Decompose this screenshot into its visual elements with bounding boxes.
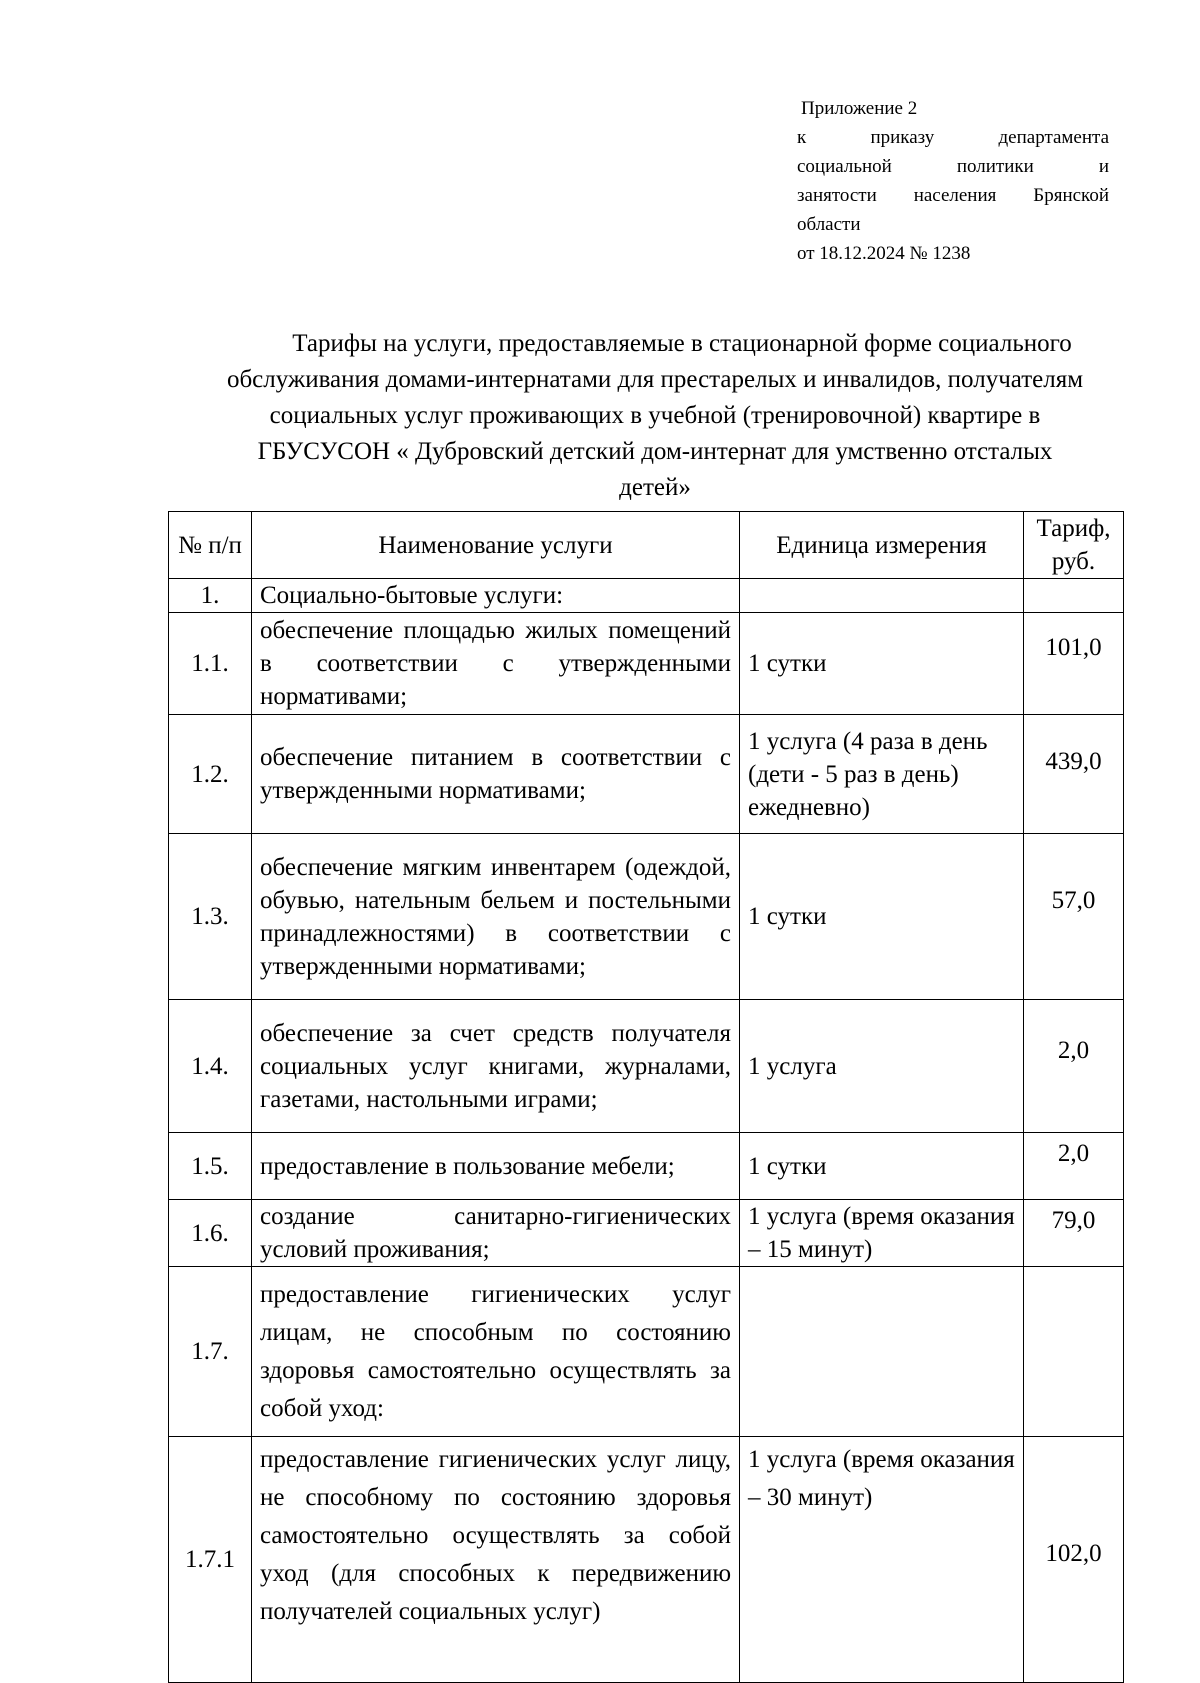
table-row [169, 1437, 1124, 1683]
row-num: 1.4. [169, 1000, 252, 1133]
row-tariff [1024, 1267, 1124, 1437]
title-line: обслуживания домами-интернатами для престарелых и инвалидов, получателям [226, 366, 1084, 393]
row-tariff: 57,0 [1024, 834, 1124, 1000]
row-num: 1.3. [169, 834, 252, 1000]
table-row [169, 1200, 1124, 1267]
row-unit: 1 услуга (время оказания – 30 минут) [740, 1437, 1024, 1683]
appendix-line: Приложение 2 [801, 98, 918, 119]
title-line: социальных услуг проживающих в учебной (тренировочной) квартире в [269, 402, 1041, 429]
row-unit: 1 услуга [740, 1000, 1024, 1133]
row-tariff: 2,0 [1024, 1000, 1124, 1133]
row-unit: 1 сутки [740, 613, 1024, 715]
table-row [169, 1267, 1124, 1437]
row-name: обеспечение за счет средств получателя социальных услуг книгами, журналами, газетами, настольными играми; [252, 1000, 740, 1133]
row-name: предоставление гигиенических услуг лицам, не способным по состоянию здоровья самостоятельно осуществлять за собой уход: [252, 1267, 740, 1437]
row-name: обеспечение площадью жилых помещений в соответствии с утвержденными нормативами; [252, 613, 740, 715]
row-num: 1.1. [169, 613, 252, 715]
appendix-block [797, 94, 1109, 268]
appendix-line: занятости населения Брянской [797, 185, 1109, 206]
row-tariff: 2,0 [1024, 1133, 1124, 1200]
table-row [169, 834, 1124, 1000]
row-unit [740, 1267, 1024, 1437]
appendix-line: к приказу департамента [797, 127, 1109, 148]
row-tariff: 101,0 [1024, 613, 1124, 715]
row-num: 1.7. [169, 1267, 252, 1437]
table-row [169, 613, 1124, 715]
row-num: 1.6. [169, 1200, 252, 1267]
header-tariff: Тариф, руб. [1024, 512, 1124, 579]
row-name: предоставление в пользование мебели; [252, 1133, 740, 1200]
row-name: обеспечение питанием в соответствии с утвержденными нормативами; [252, 715, 740, 834]
row-name: Социально-бытовые услуги: [252, 579, 740, 613]
table-row [169, 579, 1124, 613]
table-header-row [169, 512, 1124, 579]
title-line: ГБУСУСОН « Дубровский детский дом-интернат для умственно отсталых [257, 438, 1053, 465]
row-name: создание санитарно-гигиенических условий проживания; [252, 1200, 740, 1267]
table-row [169, 1000, 1124, 1133]
header-name: Наименование услуги [252, 512, 740, 579]
row-tariff: 79,0 [1024, 1200, 1124, 1267]
row-name: предоставление гигиенических услуг лицу, не способному по состоянию здоровья самостоятельно осуществлять за собой уход (для способных к передвижению получателей социальных услуг) [252, 1437, 740, 1683]
row-tariff [1024, 579, 1124, 613]
title-line: детей» [619, 474, 691, 501]
appendix-line: социальной политики и [797, 156, 1109, 177]
row-num: 1.5. [169, 1133, 252, 1200]
row-tariff: 102,0 [1024, 1437, 1124, 1683]
row-num: 1.2. [169, 715, 252, 834]
row-unit: 1 услуга (4 раза в день (дети - 5 раз в день) ежедневно) [740, 715, 1024, 834]
row-tariff: 439,0 [1024, 715, 1124, 834]
row-unit: 1 сутки [740, 834, 1024, 1000]
row-unit: 1 услуга (время оказания – 15 минут) [740, 1200, 1024, 1267]
tariffs-table [168, 511, 1124, 1683]
row-unit [740, 579, 1024, 613]
row-num: 1.7.1 [169, 1437, 252, 1683]
row-name: обеспечение мягким инвентарем (одеждой, обувью, нательным бельем и постельными принадлежностями) в соответствии с утвержденными нормативами; [252, 834, 740, 1000]
header-num: № п/п [169, 512, 252, 579]
table-row [169, 715, 1124, 834]
row-num: 1. [169, 579, 252, 613]
row-unit: 1 сутки [740, 1133, 1024, 1200]
appendix-line: области [797, 214, 861, 235]
title-line: Тарифы на услуги, предоставляемые в стационарной форме социального [292, 330, 1072, 357]
table-row [169, 1133, 1124, 1200]
appendix-line: от 18.12.2024 № 1238 [797, 243, 971, 264]
header-unit: Единица измерения [740, 512, 1024, 579]
document-title [160, 326, 1150, 506]
